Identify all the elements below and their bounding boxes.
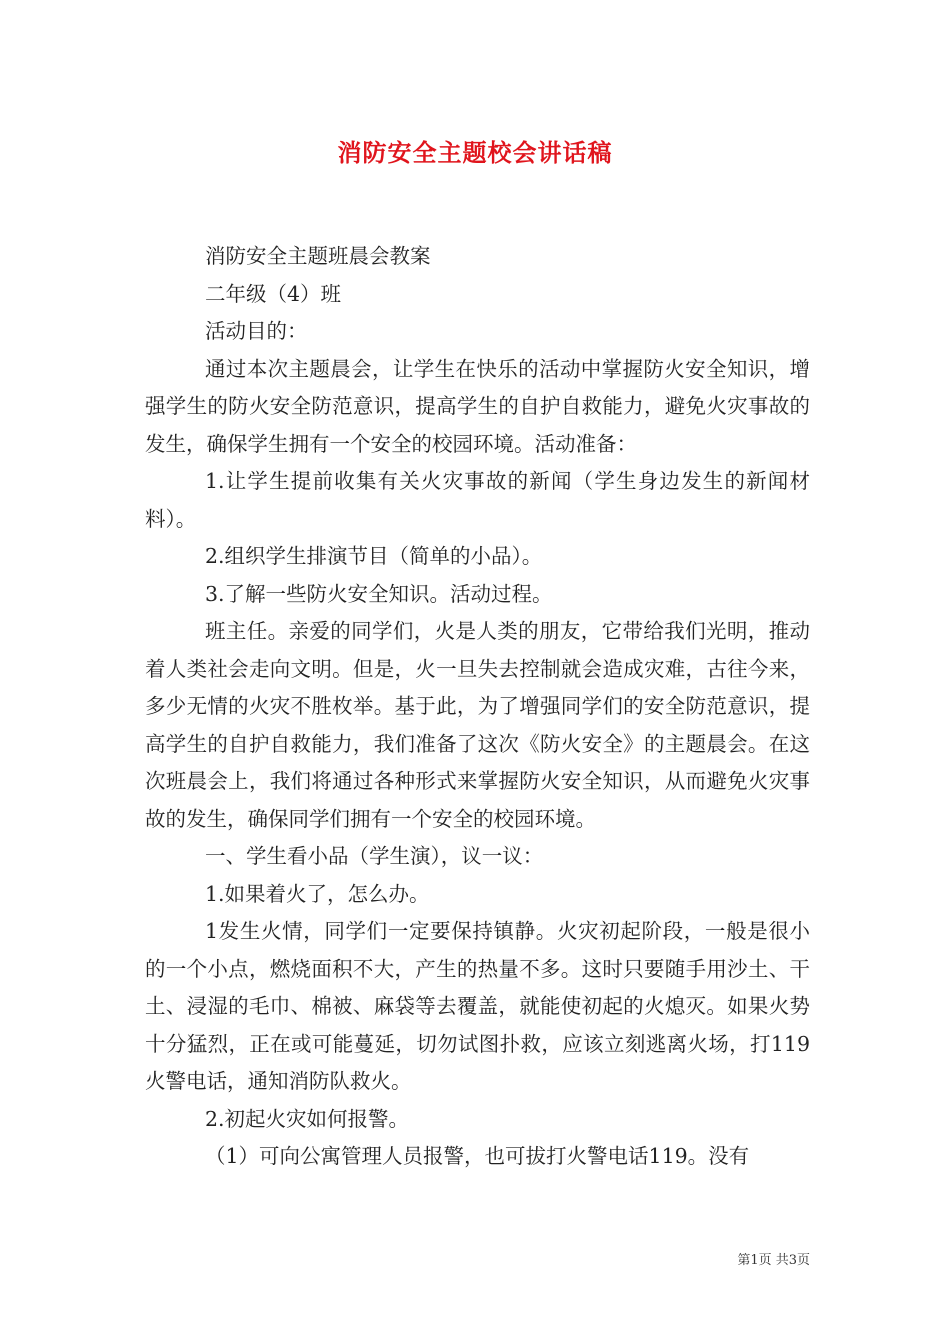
paragraph-teacher-speech: 班主任。亲爱的同学们，火是人类的朋友，它带给我们光明，推动着人类社会走向文明。但是，火一旦失去控制就会造成灾难，古往今来，多少无情的火灾不胜枚举。基于此，为了增强同学们的安全防范意识，提高学生的自护自救能力，我们准备了这次《防火安全》的主题晨会。在这次班晨会上，我们将通过各种形式来掌握防火安全知识，从而避免火灾事故的发生，确保同学们拥有一个安全的校园环境。 <box>145 619 810 831</box>
paragraph-section-one: 一、学生看小品（学生演），议一议： <box>205 844 544 868</box>
paragraph-question-2: 2.初起火灾如何报警。 <box>205 1106 410 1131</box>
paragraph-purpose: 通过本次主题晨会，让学生在快乐的活动中掌握防火安全知识，增强学生的防火安全防范意识，提高学生的自护自救能力，避免火灾事故的发生，确保学生拥有一个安全的校园环境。活动准备： <box>145 356 810 456</box>
paragraph-prep-3: 3.了解一些防火安全知识。活动过程。 <box>205 581 553 606</box>
paragraph-lesson-plan-title: 消防安全主题班晨会教案 <box>205 244 431 268</box>
paragraph-prep-2: 2.组织学生排演节目（简单的小品）。 <box>205 544 543 568</box>
document-body <box>145 238 810 1176</box>
document-title: 消防安全主题校会讲话稿 <box>337 138 613 167</box>
page-number-footer: 第1页 共3页 <box>737 1253 810 1268</box>
paragraph-answer-2: （1）可向公寓管理人员报警，也可拔打火警电话119。没有 <box>205 1144 750 1168</box>
paragraph-question-1: 1.如果着火了，怎么办。 <box>205 881 430 906</box>
paragraph-purpose-heading: 活动目的： <box>205 319 308 343</box>
paragraph-class: 二年级（4）班 <box>205 281 342 306</box>
paragraph-prep-1: 1.让学生提前收集有关火灾事故的新闻（学生身边发生的新闻材料）。 <box>145 469 810 531</box>
paragraph-answer-1: 1发生火情，同学们一定要保持镇静。火灾初起阶段，一般是很小的一个小点，燃烧面积不大，产生的热量不多。这时只要随手用沙土、干土、浸湿的毛巾、棉被、麻袋等去覆盖，就能使初起的火熄灭。如果火势十分猛烈，正在或可能蔓延，切勿试图扑救，应该立刻逃离火场，打119火警电话，通知消防队救火。 <box>145 919 810 1093</box>
